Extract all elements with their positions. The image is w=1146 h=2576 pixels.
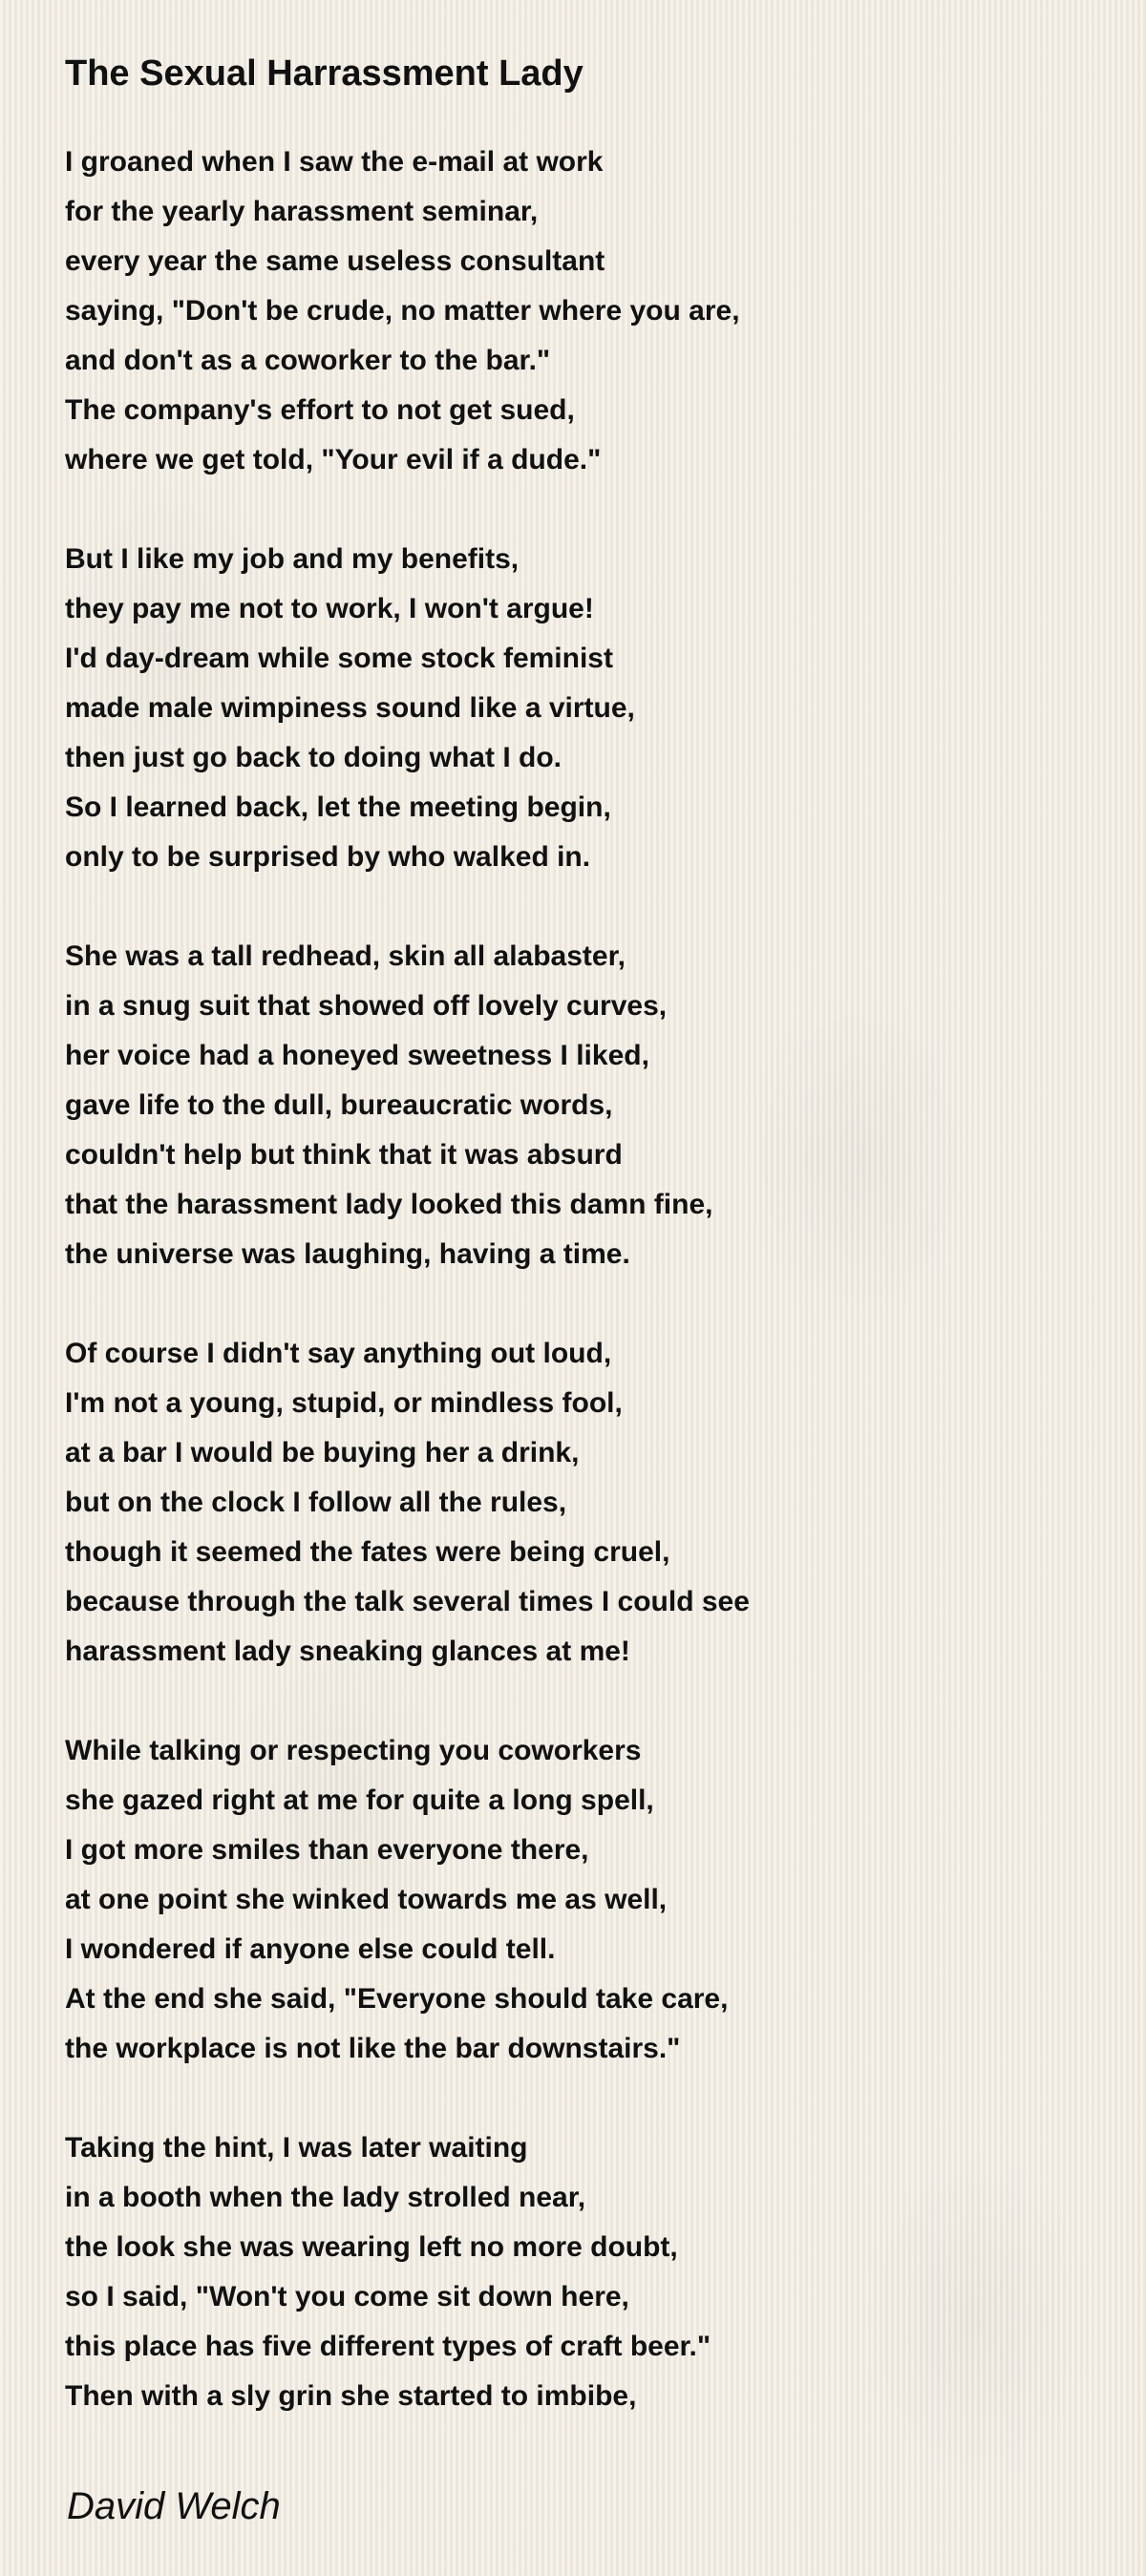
poem-line: but on the clock I follow all the rules,: [65, 1487, 567, 1518]
poem-line: her voice had a honeyed sweetness I liked,: [65, 1040, 649, 1071]
poem-line: they pay me not to work, I won't argue!: [65, 593, 594, 624]
poem-line: So I learned back, let the meeting begin,: [65, 792, 611, 823]
poem-line: at a bar I would be buying her a drink,: [65, 1437, 580, 1468]
poem-line: gave life to the dull, bureaucratic words,: [65, 1089, 613, 1121]
poem-line: because through the talk several times I could see: [65, 1586, 750, 1617]
poem-line: for the yearly harassment seminar,: [65, 196, 539, 227]
poem-line: At the end she said, "Everyone should take care,: [65, 1983, 729, 2015]
poem-line: the workplace is not like the bar downstairs.": [65, 2033, 681, 2064]
poem-line: Taking the hint, I was later waiting: [65, 2132, 528, 2164]
poem-line: I'd day-dream while some stock feminist: [65, 643, 613, 674]
poem-line: But I like my job and my benefits,: [65, 543, 520, 575]
poem-author: David Welch: [67, 2485, 281, 2527]
poem-line: couldn't help but think that it was absurd: [65, 1139, 623, 1171]
poem-line: at one point she winked towards me as well,: [65, 1884, 668, 1915]
poem-body: [65, 137, 750, 2471]
poem-line: this place has five different types of craft beer.": [65, 2331, 711, 2362]
stanza-1: [65, 137, 750, 485]
poem-line: so I said, "Won't you come sit down here,: [65, 2281, 629, 2312]
poem-line: Of course I didn't say anything out loud,: [65, 1338, 612, 1369]
poem-line: I wondered if anyone else could tell.: [65, 1933, 556, 1965]
stanza-2: [65, 535, 750, 882]
poem-line: I got more smiles than everyone there,: [65, 1834, 589, 1866]
poem-line: every year the same useless consultant: [65, 245, 605, 277]
poem-line: Then with a sly grin she started to imbibe,: [65, 2380, 637, 2412]
poem-line: in a booth when the lady strolled near,: [65, 2182, 586, 2213]
poem-line: While talking or respecting you coworkers: [65, 1735, 642, 1766]
stanza-5: [65, 1726, 750, 2074]
poem-line: then just go back to doing what I do.: [65, 742, 562, 773]
poem-line: she gazed right at me for quite a long spell,: [65, 1784, 654, 1816]
poem-line: the universe was laughing, having a time.: [65, 1238, 630, 1270]
poem-line: the look she was wearing left no more doubt,: [65, 2231, 678, 2263]
poem-title: The Sexual Harrassment Lady: [65, 53, 584, 94]
poem-line: made male wimpiness sound like a virtue,: [65, 692, 635, 724]
poem-line: I'm not a young, stupid, or mindless fool,: [65, 1387, 623, 1419]
stanza-4: [65, 1329, 750, 1677]
poem-line: harassment lady sneaking glances at me!: [65, 1636, 630, 1667]
poem-line: She was a tall redhead, skin all alabaster,: [65, 940, 626, 972]
poem-line: I groaned when I saw the e-mail at work: [65, 146, 604, 178]
poem-line: saying, "Don't be crude, no matter where you are,: [65, 295, 740, 327]
poem-line: The company's effort to not get sued,: [65, 394, 575, 426]
poem-line: in a snug suit that showed off lovely curves,: [65, 990, 668, 1022]
poem-line: and don't as a coworker to the bar.": [65, 345, 551, 376]
poem-line: only to be surprised by who walked in.: [65, 841, 591, 873]
poem-line: where we get told, "Your evil if a dude.": [65, 444, 602, 475]
stanza-3: [65, 932, 750, 1279]
poem-page: [65, 48, 1096, 2412]
stanza-6: [65, 2123, 750, 2421]
poem-line: though it seemed the fates were being cruel,: [65, 1536, 670, 1568]
poem-line: that the harassment lady looked this damn fine,: [65, 1189, 713, 1220]
